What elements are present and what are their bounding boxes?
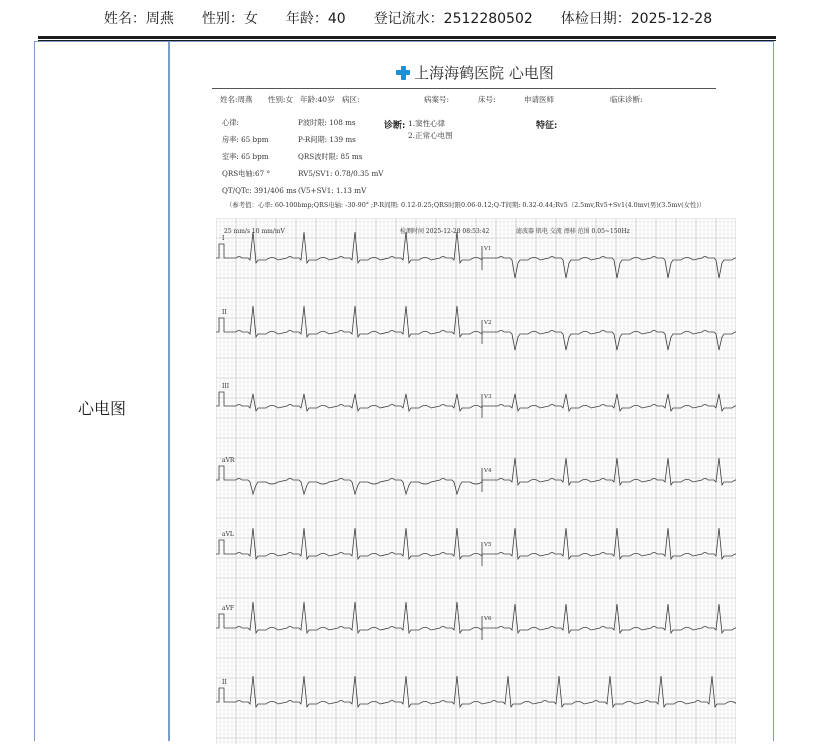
measure-p-duration: P波时限: 108 ms: [298, 118, 356, 127]
header-gender: 性别：女: [201, 11, 258, 27]
strip-acq-time: 检测时间 2025-12-28 08:53:42: [400, 228, 490, 235]
section-label: 心电图: [77, 399, 126, 418]
patient-header: [40, 0, 776, 36]
lead-label-ii-rhythm: II: [222, 679, 227, 686]
measure-ventricular-rate: 室率: 65 bpm: [222, 152, 269, 161]
lead-label-avf: aVF: [222, 605, 235, 612]
lead-label-v2: V2: [484, 320, 492, 326]
measure-rv5-sv1: RV5/SV1: 0.78/0.35 mV: [298, 169, 384, 178]
grid-major-lines: [216, 218, 736, 744]
header-age: 年龄：40: [285, 11, 346, 27]
hospital-cross-icon: [396, 66, 410, 80]
info-case-no: 病案号:: [424, 95, 450, 104]
ecg-report: [212, 58, 738, 742]
features-label: 特征:: [536, 121, 558, 131]
info-age: 年龄:40岁: [300, 95, 335, 104]
header-serial: 登记流水：2512280502: [373, 11, 533, 27]
diagnosis-item-2: 2.正常心电图: [408, 131, 453, 140]
reference-values: （参考值：心率: 60-100bmp;QRS电轴: -30-90° ;P-R间期: 0.12-0.25;QRS时限0.06-0.12;Q-T间期: 0.32-0.44;Rv5（2.5mv,Rv5+Sv1(4.0mv(男)(3.5mv(女性)）: [226, 201, 706, 209]
info-name: 姓名:周燕: [220, 95, 253, 104]
header-exam-date: 体检日期：2025-12-28: [560, 11, 713, 27]
lead-label-v4: V4: [484, 468, 492, 474]
strip-speed: 25 mm/s 10 mm/mV: [224, 228, 285, 235]
measure-rhythm: 心律:: [222, 118, 239, 127]
info-bed: 床号:: [478, 95, 496, 104]
measure-qt-qtc: QT/QTc: 391/406 ms: [222, 186, 297, 195]
report-rule: [212, 88, 716, 89]
info-gender: 性别:女: [268, 95, 294, 104]
table-divider: [168, 41, 170, 741]
measure-qrs-duration: QRS波时限: 85 ms: [298, 152, 363, 161]
lead-label-v6: V6: [484, 616, 492, 622]
ecg-grid-lines: [216, 218, 736, 744]
measure-qrs-axis: QRS电轴:67 °: [222, 169, 271, 178]
lead-label-avl: aVL: [222, 531, 234, 538]
header-name: 姓名：周燕: [103, 11, 174, 27]
lead-label-ii: II: [222, 309, 227, 316]
measure-rv5-plus-sv1: (V5+SV1: 1.13 mV: [298, 186, 367, 195]
lead-label-avr: aVR: [222, 457, 235, 464]
info-ward: 病区:: [342, 95, 360, 104]
diagnosis-label: 诊断:: [384, 121, 406, 131]
lead-label-iii: III: [222, 383, 230, 390]
diagnosis-item-1: 1.窦性心律: [408, 119, 446, 128]
info-clinical-diag: 临床诊断:: [610, 95, 643, 104]
measure-atrial-rate: 房率: 65 bpm: [222, 135, 269, 144]
lead-label-v3: V3: [484, 394, 492, 400]
header-rule-thick: [38, 36, 776, 39]
lead-label-v1: V1: [484, 246, 492, 252]
measure-pr-interval: P-R间期: 139 ms: [298, 135, 356, 144]
lead-label-i: I: [222, 235, 225, 242]
lead-label-v5: V5: [484, 542, 492, 548]
info-physician: 申请医师: [524, 95, 554, 104]
strip-filter: 滤波器 肌电 交流 漂移 范围 0.05~150Hz: [516, 228, 630, 235]
hospital-title: [212, 62, 738, 83]
ecg-strip: [216, 218, 736, 744]
hospital-name: 上海海鹤医院 心电图: [414, 64, 554, 82]
